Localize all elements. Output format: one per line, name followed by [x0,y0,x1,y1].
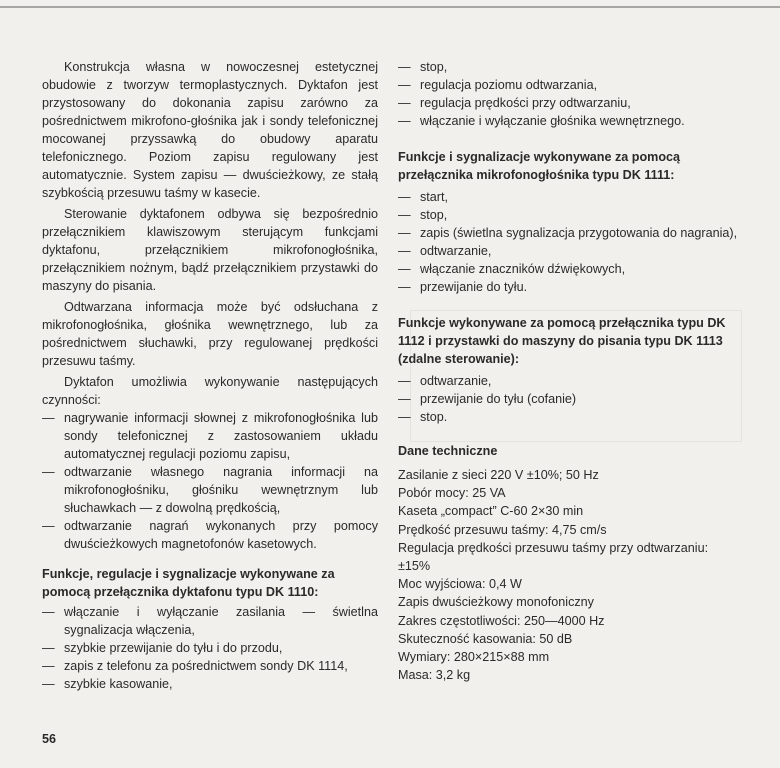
list-item: — szybkie przewijanie do tyłu i do przodu, [42,641,283,655]
list-item: — nagrywanie informacji słownej z mikrofonogłośnika lub sondy telefonicznej z zastosowaniem układu automatycznej regulacji poziomu zapisu, [42,411,378,461]
control-paragraph: Sterowanie dyktafonem odbywa się bezpośrednio przełącznikiem klawiszowym sterującym funkcjami dyktafonu, przełącznikiem mikrofonogłośnika, przełącznikiem nożnym, bądź przełącznikiem przystawki do maszyny do pisania. [42,207,378,293]
list-item: — start, [398,190,448,204]
list-item: — odtwarzanie własnego nagrania informacji na mikrofonogłośniku, głośniku wewnętrznym lub słuchawkach — z dowolną prędkością, [42,465,378,515]
spec-line: Zasilanie z sieci 220 V ±10%; 50 Hz [398,468,599,482]
list-item: — włączanie i wyłączanie głośnika wewnętrznego. [398,114,685,128]
list-item: — odtwarzanie, [398,244,492,258]
list-item: — regulacja poziomu odtwarzania, [398,78,598,92]
dk1111-heading: Funkcje i sygnalizacje wykonywane za pomocą przełącznika mikrofonogłośnika typu DK 1111: [398,150,681,182]
list-item: — zapis (świetlna sygnalizacja przygotowania do nagrania), [398,226,738,240]
list-item: — regulacja prędkości przy odtwarzaniu, [398,96,631,110]
list-item: — zapis z telefonu za pośrednictwem sondy DK 1114, [42,659,348,673]
list-item: — włączanie znaczników dźwiękowych, [398,262,626,276]
dk1112-heading: Funkcje wykonywane za pomocą przełącznika typu DK 1112 i przystawki do maszyny do pisania typu DK 1113 (zdalne sterowanie): [398,316,726,366]
specs-heading: Dane techniczne [398,444,498,458]
right-column [398,58,738,684]
list-item: — przewijanie do tyłu (cofanie) [398,392,577,406]
dk1110-heading: Funkcje, regulacje i sygnalizacje wykonywane za pomocą przełącznika dyktafonu typu DK 1110: [42,567,335,599]
list-item: — stop. [398,410,448,424]
spec-line: Pobór mocy: 25 VA [398,486,506,501]
spec-line: Kaseta „compact” C-60 2×30 min [398,504,584,519]
list-item: — przewijanie do tyłu. [398,280,528,294]
spec-line: Zapis dwuścieżkowy monofoniczny [398,595,594,610]
list-item: — szybkie kasowanie, [42,677,173,691]
spec-line: Wymiary: 280×215×88 mm [398,650,550,665]
list-item: — odtwarzanie, [398,374,492,388]
spec-line: Moc wyjściowa: 0,4 W [398,577,522,592]
left-column [42,58,378,693]
dk1110-list-continued [398,58,738,130]
list-item: — stop, [398,208,448,222]
page-number: 56 [42,732,57,746]
intro-paragraph: Konstrukcja własna w nowoczesnej estetycznej obudowie z tworzyw termoplastycznych. Dyktafon jest przystosowany do dokonania zapisu zarówno za pośrednictwem mikrofono-głośnika jak i sondy telefonicznej mocowanej przyssawką do obudowy aparatu telefonicznego. Poziom zapisu regulowany jest automatycznie. System zapisu — dwuścieżkowy, ze stałą szybkością przesuwu taśmy w kasecie. [42,60,378,200]
dk1111-list [398,188,738,296]
playback-paragraph: Odtwarzana informacja może być odsłuchana z mikrofonogłośnika, głośnika wewnętrznego, lub za pośrednictwem słuchawki, przy regulowanej prędkości przesuwu taśmy. [42,300,378,368]
spec-line: Prędkość przesuwu taśmy: 4,75 cm/s [398,522,607,537]
spec-line: Regulacja prędkości przesuwu taśmy przy odtwarzaniu: ±15% [398,540,709,574]
list-item: — stop, [398,60,448,74]
spec-line: Zakres częstotliwości: 250—4000 Hz [398,613,605,628]
capabilities-list [42,409,378,553]
specs-list [398,466,738,684]
spec-line: Skuteczność kasowania: 50 dB [398,631,573,646]
list-item: — włączanie i wyłączanie zasilania — świetlna sygnalizacja włączenia, [42,605,378,637]
list-item: — odtwarzanie nagrań wykonanych przy pomocy dwuścieżkowych magnetofonów kasetowych. [42,519,378,551]
spec-line: Masa: 3,2 kg [398,668,471,683]
top-rule [0,6,780,8]
enables-paragraph: Dyktafon umożliwia wykonywanie następujących czynności: [42,375,378,407]
dk1110-list [42,603,378,693]
dk1112-list [398,372,738,426]
